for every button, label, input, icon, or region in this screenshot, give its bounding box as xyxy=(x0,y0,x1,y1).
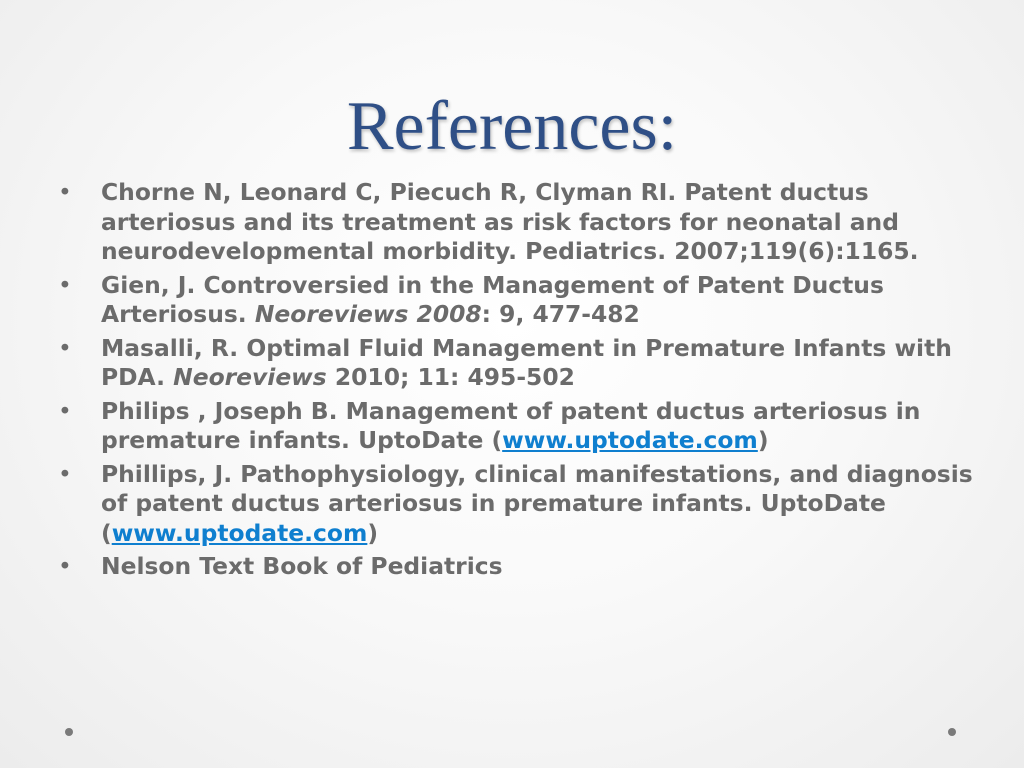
bullet-icon: • xyxy=(58,459,72,488)
reference-text: Masalli, R. Optimal Fluid Management in Premature Infants with PDA. xyxy=(101,333,952,391)
decorative-dot-icon xyxy=(65,728,73,736)
reference-list xyxy=(58,178,988,586)
decorative-dot-icon xyxy=(948,728,956,736)
slide-title: References: xyxy=(346,88,678,165)
reference-item xyxy=(58,552,988,582)
journal-name: Neoreviews xyxy=(173,363,327,391)
uptodate-link[interactable]: www.uptodate.com xyxy=(502,426,758,454)
bullet-icon: • xyxy=(58,333,72,362)
bullet-icon: • xyxy=(58,552,72,580)
reference-text: Gien, J. Controversied in the Management of Patent Ductus Arteriosus. xyxy=(101,270,884,328)
reference-text: : 9, 477-482 xyxy=(481,300,640,328)
reference-item xyxy=(58,271,988,330)
reference-text: 2010; 11: 495-502 xyxy=(326,363,575,391)
reference-item xyxy=(58,397,988,456)
reference-text: Phillips, J. Pathophysiology, clinical manifestations, and diagnosis of patent ductus arteriosus in premature infants. UptoDate ( xyxy=(101,459,973,547)
reference-item xyxy=(58,178,988,267)
reference-text: Chorne N, Leonard C, Piecuch R, Clyman RI. Patent ductus arteriosus and its treatment as risk factors for neonatal and neurodevelopmental morbidity. Pediatrics. 2007;119(6):1165. xyxy=(101,178,919,265)
bullet-icon: • xyxy=(58,396,72,425)
reference-item xyxy=(58,334,988,393)
reference-text: Nelson Text Book of Pediatrics xyxy=(101,552,503,580)
uptodate-link[interactable]: www.uptodate.com xyxy=(111,518,368,547)
reference-item xyxy=(58,460,988,549)
reference-text: ) xyxy=(367,518,379,547)
reference-text: Philips , Joseph B. Management of patent ductus arteriosus in premature infants. UptoDate ( xyxy=(101,396,921,454)
reference-text: ) xyxy=(757,426,769,454)
journal-name: Neoreviews 2008 xyxy=(254,300,482,328)
bullet-icon: • xyxy=(58,178,72,206)
bullet-icon: • xyxy=(58,270,72,299)
